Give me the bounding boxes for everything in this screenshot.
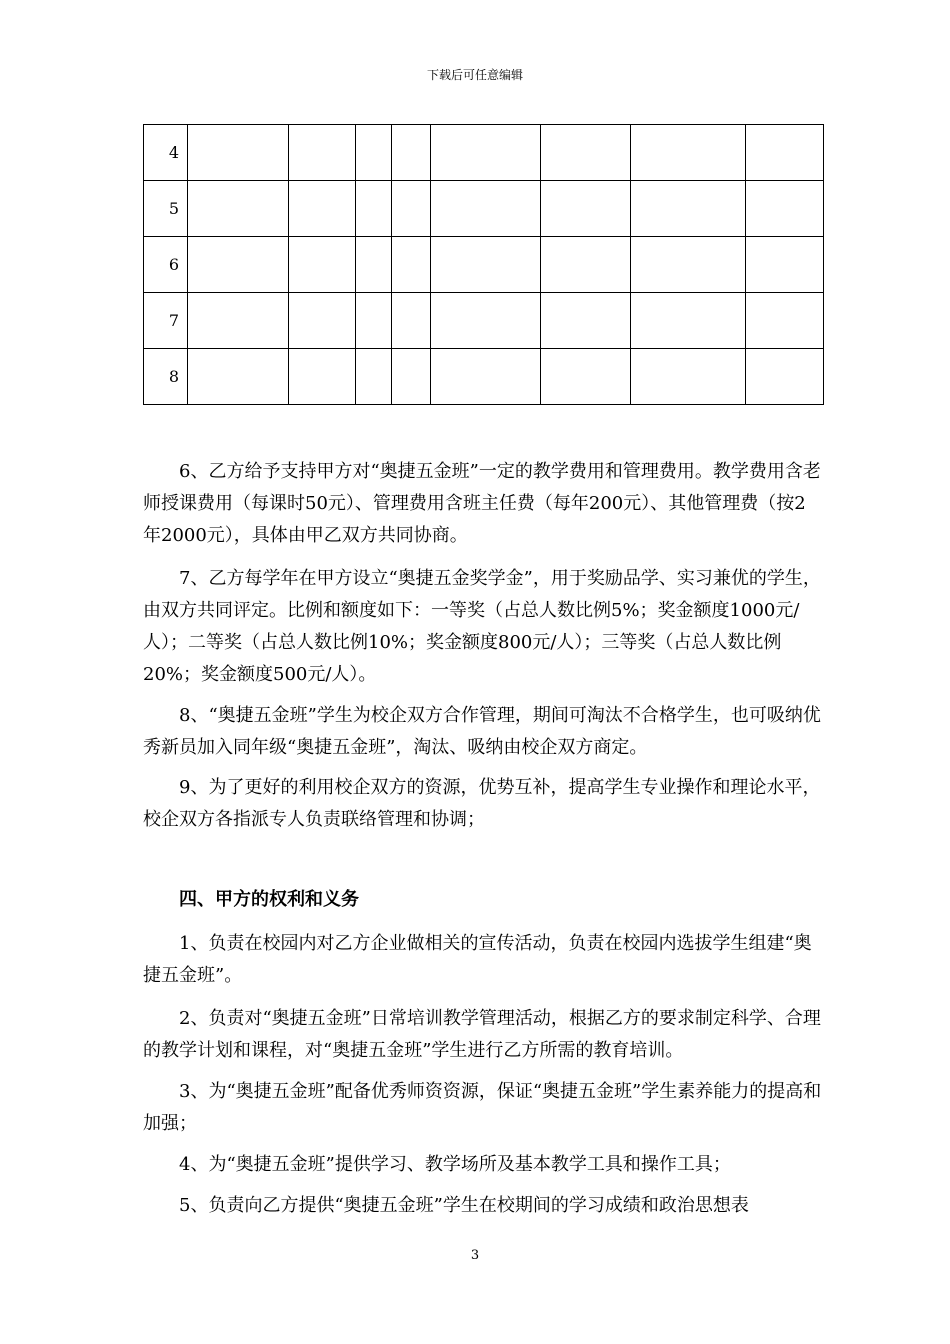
row-index: 7 — [144, 293, 188, 349]
section-item-4: 4、为“奥捷五金班”提供学习、教学场所及基本教学工具和操作工具； — [179, 1154, 731, 1175]
paragraph-6: 6、乙方给予支持甲方对“奥捷五金班”一定的教学费用和管理费用。教学费用含老师授课费用（每课时50元）、管理费用含班主任费（每年200元）、其他管理费（按2年2000元），具体由甲乙双方共同协商。 — [143, 461, 821, 546]
section-heading: 四、甲方的权利和义务 — [179, 889, 359, 910]
row-index: 4 — [144, 125, 188, 181]
paragraph-8: 8、“奥捷五金班”学生为校企双方合作管理，期间可淘汰不合格学生，也可吸纳优秀新员加入同年级“奥捷五金班”，淘汰、吸纳由校企双方商定。 — [143, 705, 821, 758]
table-row — [144, 237, 824, 293]
table-row — [144, 125, 824, 181]
row-index: 6 — [144, 237, 188, 293]
table-row — [144, 181, 824, 237]
paragraph-7: 7、乙方每学年在甲方设立“奥捷五金奖学金”，用于奖励品学、实习兼优的学生，由双方共同评定。比例和额度如下：一等奖（占总人数比例5%；奖金额度1000元/人）；二等奖（占总人数比例10%；奖金额度800元/人）；三等奖（占总人数比例20%；奖金额度500元/人）。 — [143, 568, 821, 685]
section-item-1: 1、负责在校园内对乙方企业做相关的宣传活动，负责在校园内选拔学生组建“奥捷五金班”。 — [143, 933, 812, 986]
row-index: 5 — [144, 181, 188, 237]
data-table — [143, 124, 824, 405]
section-item-2: 2、负责对“奥捷五金班”日常培训教学管理活动，根据乙方的要求制定科学、合理的教学计划和课程，对“奥捷五金班”学生进行乙方所需的教育培训。 — [143, 1008, 821, 1061]
page-number: 3 — [470, 1248, 480, 1263]
paragraph-9: 9、为了更好的利用校企双方的资源，优势互补，提高学生专业操作和理论水平，校企双方各指派专人负责联络管理和协调； — [143, 777, 821, 830]
table-row — [144, 293, 824, 349]
table-row — [144, 349, 824, 405]
row-index: 8 — [144, 349, 188, 405]
section-item-5: 5、负责向乙方提供“奥捷五金班”学生在校期间的学习成绩和政治思想表 — [179, 1195, 749, 1216]
page-header: 下载后可任意编辑 — [426, 68, 523, 82]
section-item-3: 3、为“奥捷五金班”配备优秀师资资源，保证“奥捷五金班”学生素养能力的提高和加强； — [143, 1081, 822, 1134]
